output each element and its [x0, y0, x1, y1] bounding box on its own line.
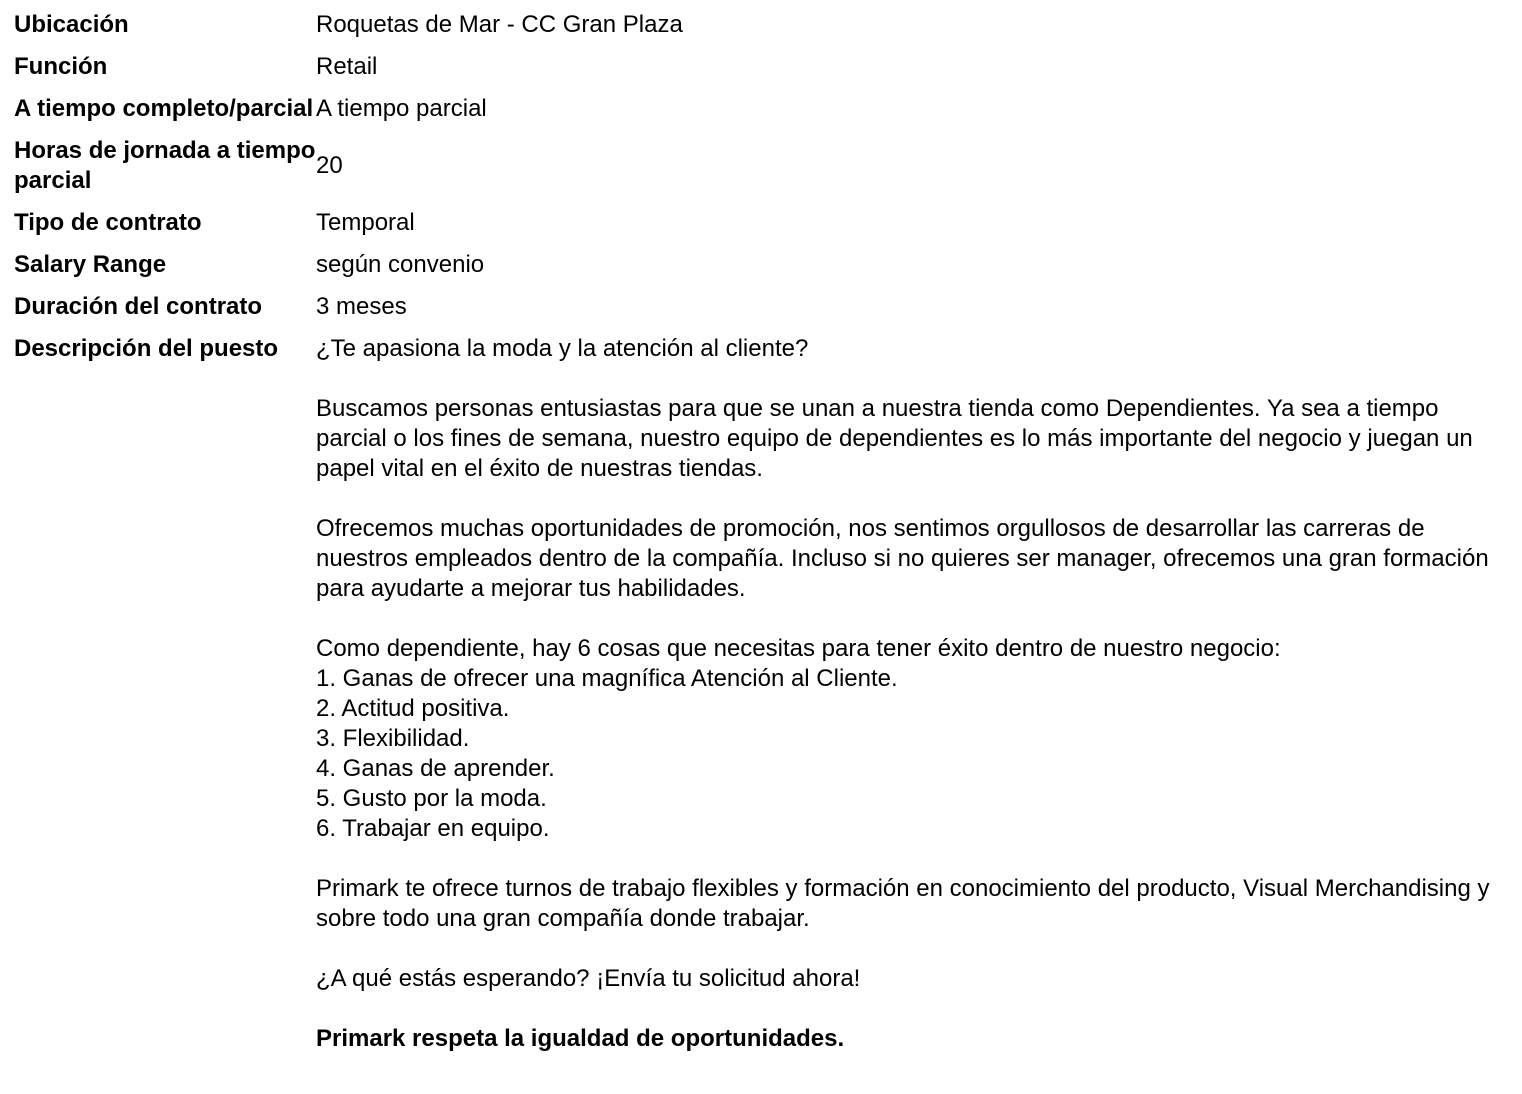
function-value: Retail	[316, 53, 378, 80]
call-to-action-text: ¿A qué estás esperando? ¡Envía tu solicitud ahora!	[316, 965, 861, 992]
location-label: Ubicación	[14, 11, 129, 38]
contract-type-value: Temporal	[316, 209, 415, 236]
salary-range-value: según convenio	[316, 251, 485, 278]
job-details-table	[14, 10, 1509, 1066]
function-label: Función	[14, 53, 108, 80]
full-part-time-label: A tiempo completo/parcial	[14, 95, 314, 122]
part-time-hours-label: Horas de jornada a tiempo parcial	[14, 137, 316, 194]
salary-range-label: Salary Range	[14, 251, 167, 278]
description-paragraph-1: Buscamos personas entusiastas para que se unan a nuestra tienda como Dependientes. Ya sea a tiempo parcial o los fines de semana, nuestro equipo de dependientes es lo más importante del negocio y juegan un papel vital en el éxito de nuestras tiendas.	[316, 395, 1473, 482]
contract-type-label: Tipo de contrato	[14, 209, 202, 236]
list-item: 1. Ganas de ofrecer una magnífica Atención al Cliente.	[316, 665, 898, 692]
list-item: 4. Ganas de aprender.	[316, 755, 555, 782]
description-paragraph-2: Ofrecemos muchas oportunidades de promoción, nos sentimos orgullosos de desarrollar las carreras de nuestros empleados dentro de la compañía. Incluso si no quieres ser manager, ofrecemos una gran formación para ayudarte a mejorar tus habilidades.	[316, 515, 1489, 602]
contract-duration-label: Duración del contrato	[14, 293, 263, 320]
list-item: 5. Gusto por la moda.	[316, 785, 547, 812]
row-full-part-time	[14, 94, 1509, 124]
requirements-list	[316, 664, 1509, 844]
row-contract-type	[14, 208, 1509, 238]
description-paragraph-3: Primark te ofrece turnos de trabajo flexibles y formación en conocimiento del producto, Visual Merchandising y sobre todo una gran compañía donde trabajar.	[316, 875, 1490, 932]
row-function	[14, 52, 1509, 82]
row-location	[14, 10, 1509, 40]
location-value: Roquetas de Mar - CC Gran Plaza	[316, 11, 683, 38]
part-time-hours-value: 20	[316, 152, 343, 179]
row-contract-duration	[14, 292, 1509, 322]
list-item: 3. Flexibilidad.	[316, 725, 470, 752]
description-intro: ¿Te apasiona la moda y la atención al cliente?	[316, 335, 809, 362]
contract-duration-value: 3 meses	[316, 293, 407, 320]
description-body	[316, 334, 1509, 1054]
row-part-time-hours	[14, 136, 1509, 196]
row-salary-range	[14, 250, 1509, 280]
row-description	[14, 334, 1509, 1054]
requirements-intro: Como dependiente, hay 6 cosas que necesitas para tener éxito dentro de nuestro negocio:	[316, 635, 1281, 662]
list-item: 2. Actitud positiva.	[316, 695, 510, 722]
list-item: 6. Trabajar en equipo.	[316, 815, 550, 842]
description-label: Descripción del puesto	[14, 335, 279, 362]
requirements-block	[316, 634, 1509, 844]
full-part-time-value: A tiempo parcial	[316, 95, 487, 122]
equal-opportunity-statement: Primark respeta la igualdad de oportunidades.	[316, 1025, 845, 1052]
